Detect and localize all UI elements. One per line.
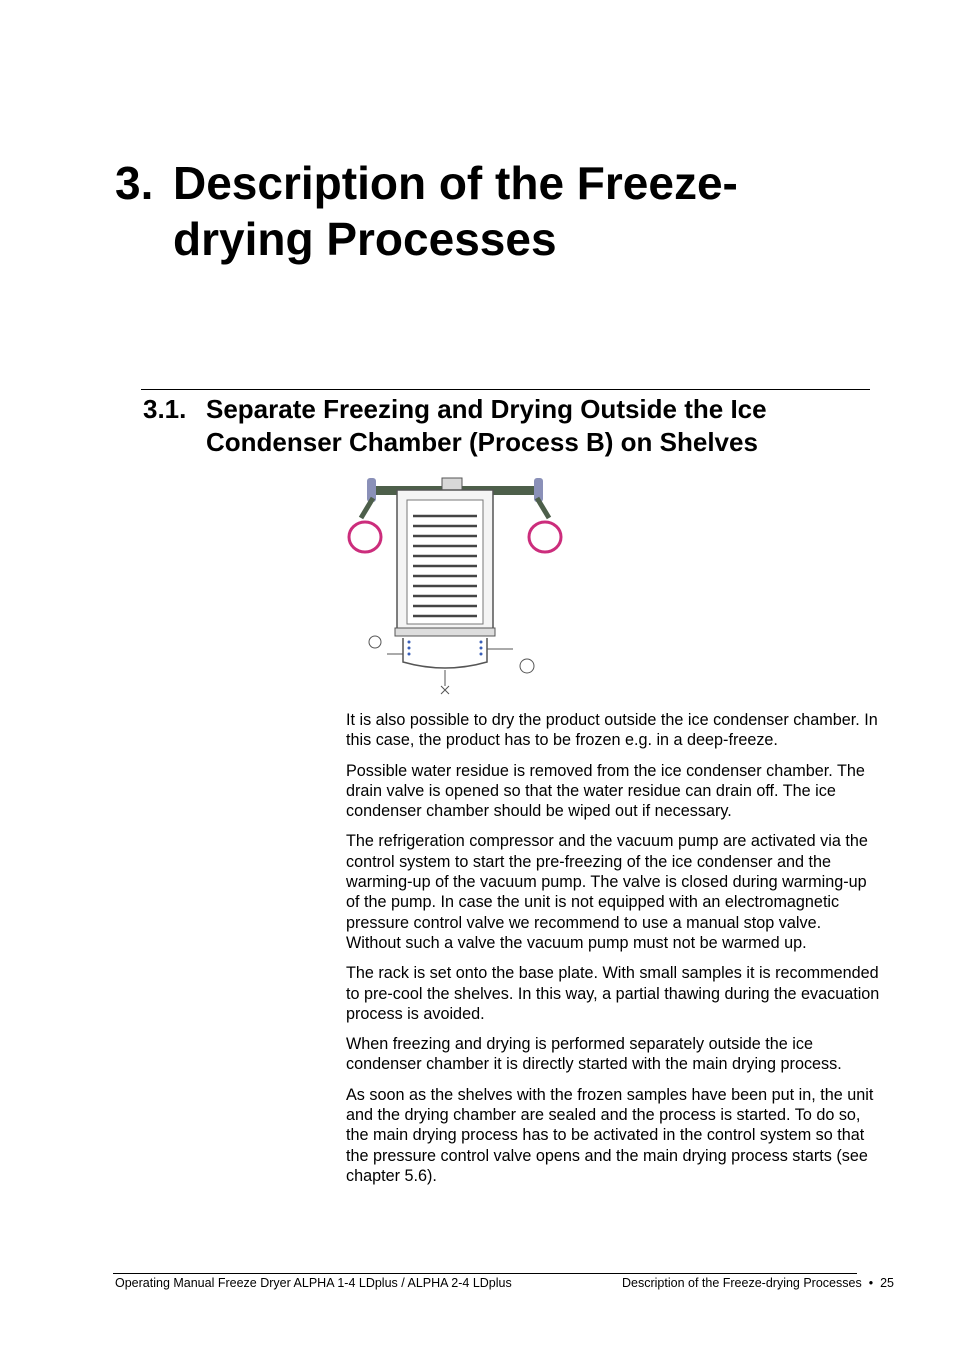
section-number: 3.1. [143, 394, 187, 424]
drain-valve [441, 686, 449, 694]
page-number: 25 [880, 1276, 894, 1290]
condenser-coils [408, 641, 483, 656]
paragraph: When freezing and drying is performed separately outside the ice condenser chamber it is directly started with the main drying process. [346, 1035, 842, 1074]
flask-neck-left [361, 498, 373, 518]
chapter-title-text: Description of the Freeze-drying Processes [173, 157, 738, 265]
flask-left [349, 522, 381, 552]
chapter-title [115, 155, 875, 267]
paragraph: The rack is set onto the base plate. With small samples it is recommended to pre-cool the shelves. In this way, a partial thawing during the evacuation process is avoided. [346, 964, 880, 1023]
footer-bullet: • [868, 1276, 874, 1290]
paragraph: It is also possible to dry the product outside the ice condenser chamber. In this case, the product has to be frozen e.g. in a deep-freeze. [346, 711, 878, 750]
chapter-number: 3. [115, 157, 154, 209]
paragraph: Possible water residue is removed from the ice condenser chamber. The drain valve is opened so that the water residue can drain off. The ice condenser chamber should be wiped out if necessary. [346, 761, 865, 821]
section-title [143, 393, 870, 459]
section-divider [141, 389, 870, 390]
section-title-text: Separate Freezing and Drying Outside the Ice Condenser Chamber (Process B) on Shelves [206, 394, 767, 457]
footer-divider [113, 1273, 857, 1274]
freeze-dryer-illustration [345, 474, 565, 700]
paragraph: The refrigeration compressor and the vacuum pump are activated via the control system to start the pre-freezing of the ice condenser and the warming-up of the vacuum pump. The valve is closed during warming-up of the pump. In case the unit is not equipped with an electromagnetic pressure control valve we recommend to use a manual stop valve. Without such a valve the vacuum pump must not be warmed up. [346, 832, 868, 952]
paragraph: As soon as the shelves with the frozen samples have been put in, the unit and the drying chamber are sealed and the process is started. To do so, the main drying process has to be activated in the control system so that the pressure control valve opens and the main drying process starts (see chapter 5.6). [346, 1085, 874, 1185]
footer-manual-title: Operating Manual Freeze Dryer ALPHA 1-4 LDplus / ALPHA 2-4 LDplus [115, 1276, 512, 1290]
body-text [346, 710, 880, 1196]
pressure-gauge [369, 636, 381, 648]
freeze-dryer-diagram [345, 474, 565, 700]
flask-right [529, 522, 561, 552]
footer-chapter-title: Description of the Freeze-drying Processes [622, 1276, 862, 1290]
flask-neck-right [537, 498, 549, 518]
vacuum-pump [520, 659, 534, 673]
ice-condenser [403, 638, 487, 668]
footer-chapter-info [622, 1276, 894, 1290]
base-plate [395, 628, 495, 636]
top-cap [442, 478, 462, 490]
